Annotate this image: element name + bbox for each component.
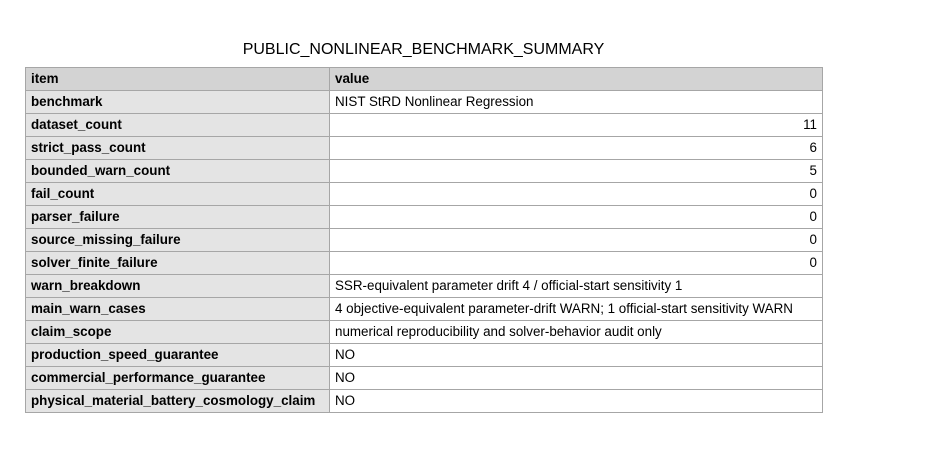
- row-item-cell: fail_count: [26, 183, 330, 206]
- row-value-cell: 0: [330, 252, 823, 275]
- row-value-cell: 6: [330, 137, 823, 160]
- column-header-value: value: [330, 68, 823, 91]
- table-row: [26, 275, 823, 298]
- row-item-cell: source_missing_failure: [26, 229, 330, 252]
- table-row: [26, 390, 823, 413]
- row-item-cell: bounded_warn_count: [26, 160, 330, 183]
- row-value-cell: 0: [330, 206, 823, 229]
- table-row: [26, 160, 823, 183]
- table-row: [26, 344, 823, 367]
- row-item-cell: claim_scope: [26, 321, 330, 344]
- row-value-cell: 0: [330, 229, 823, 252]
- row-item-cell: benchmark: [26, 91, 330, 114]
- row-value-cell: 4 objective-equivalent parameter-drift WARN; 1 official-start sensitivity WARN: [330, 298, 823, 321]
- row-value-cell: numerical reproducibility and solver-behavior audit only: [330, 321, 823, 344]
- table-row: [26, 321, 823, 344]
- row-item-cell: dataset_count: [26, 114, 330, 137]
- row-item-cell: warn_breakdown: [26, 275, 330, 298]
- table-row: [26, 229, 823, 252]
- table-row: [26, 298, 823, 321]
- row-item-cell: solver_finite_failure: [26, 252, 330, 275]
- table-header-row: [26, 68, 823, 91]
- table-row: [26, 252, 823, 275]
- table-body: [26, 91, 823, 413]
- row-item-cell: commercial_performance_guarantee: [26, 367, 330, 390]
- row-item-cell: physical_material_battery_cosmology_claim: [26, 390, 330, 413]
- row-value-cell: 5: [330, 160, 823, 183]
- table-row: [26, 367, 823, 390]
- table-row: [26, 91, 823, 114]
- column-header-item: item: [26, 68, 330, 91]
- row-value-cell: 11: [330, 114, 823, 137]
- row-value-cell: SSR-equivalent parameter drift 4 / official-start sensitivity 1: [330, 275, 823, 298]
- table-row: [26, 137, 823, 160]
- summary-table: [25, 67, 823, 413]
- row-value-cell: NO: [330, 367, 823, 390]
- row-item-cell: parser_failure: [26, 206, 330, 229]
- table-title: PUBLIC_NONLINEAR_BENCHMARK_SUMMARY: [242, 41, 605, 58]
- row-value-cell: 0: [330, 183, 823, 206]
- table-row: [26, 114, 823, 137]
- row-item-cell: strict_pass_count: [26, 137, 330, 160]
- row-item-cell: production_speed_guarantee: [26, 344, 330, 367]
- row-item-cell: main_warn_cases: [26, 298, 330, 321]
- table-row: [26, 206, 823, 229]
- row-value-cell: NO: [330, 390, 823, 413]
- row-value-cell: NO: [330, 344, 823, 367]
- table-row: [26, 183, 823, 206]
- row-value-cell: NIST StRD Nonlinear Regression: [330, 91, 823, 114]
